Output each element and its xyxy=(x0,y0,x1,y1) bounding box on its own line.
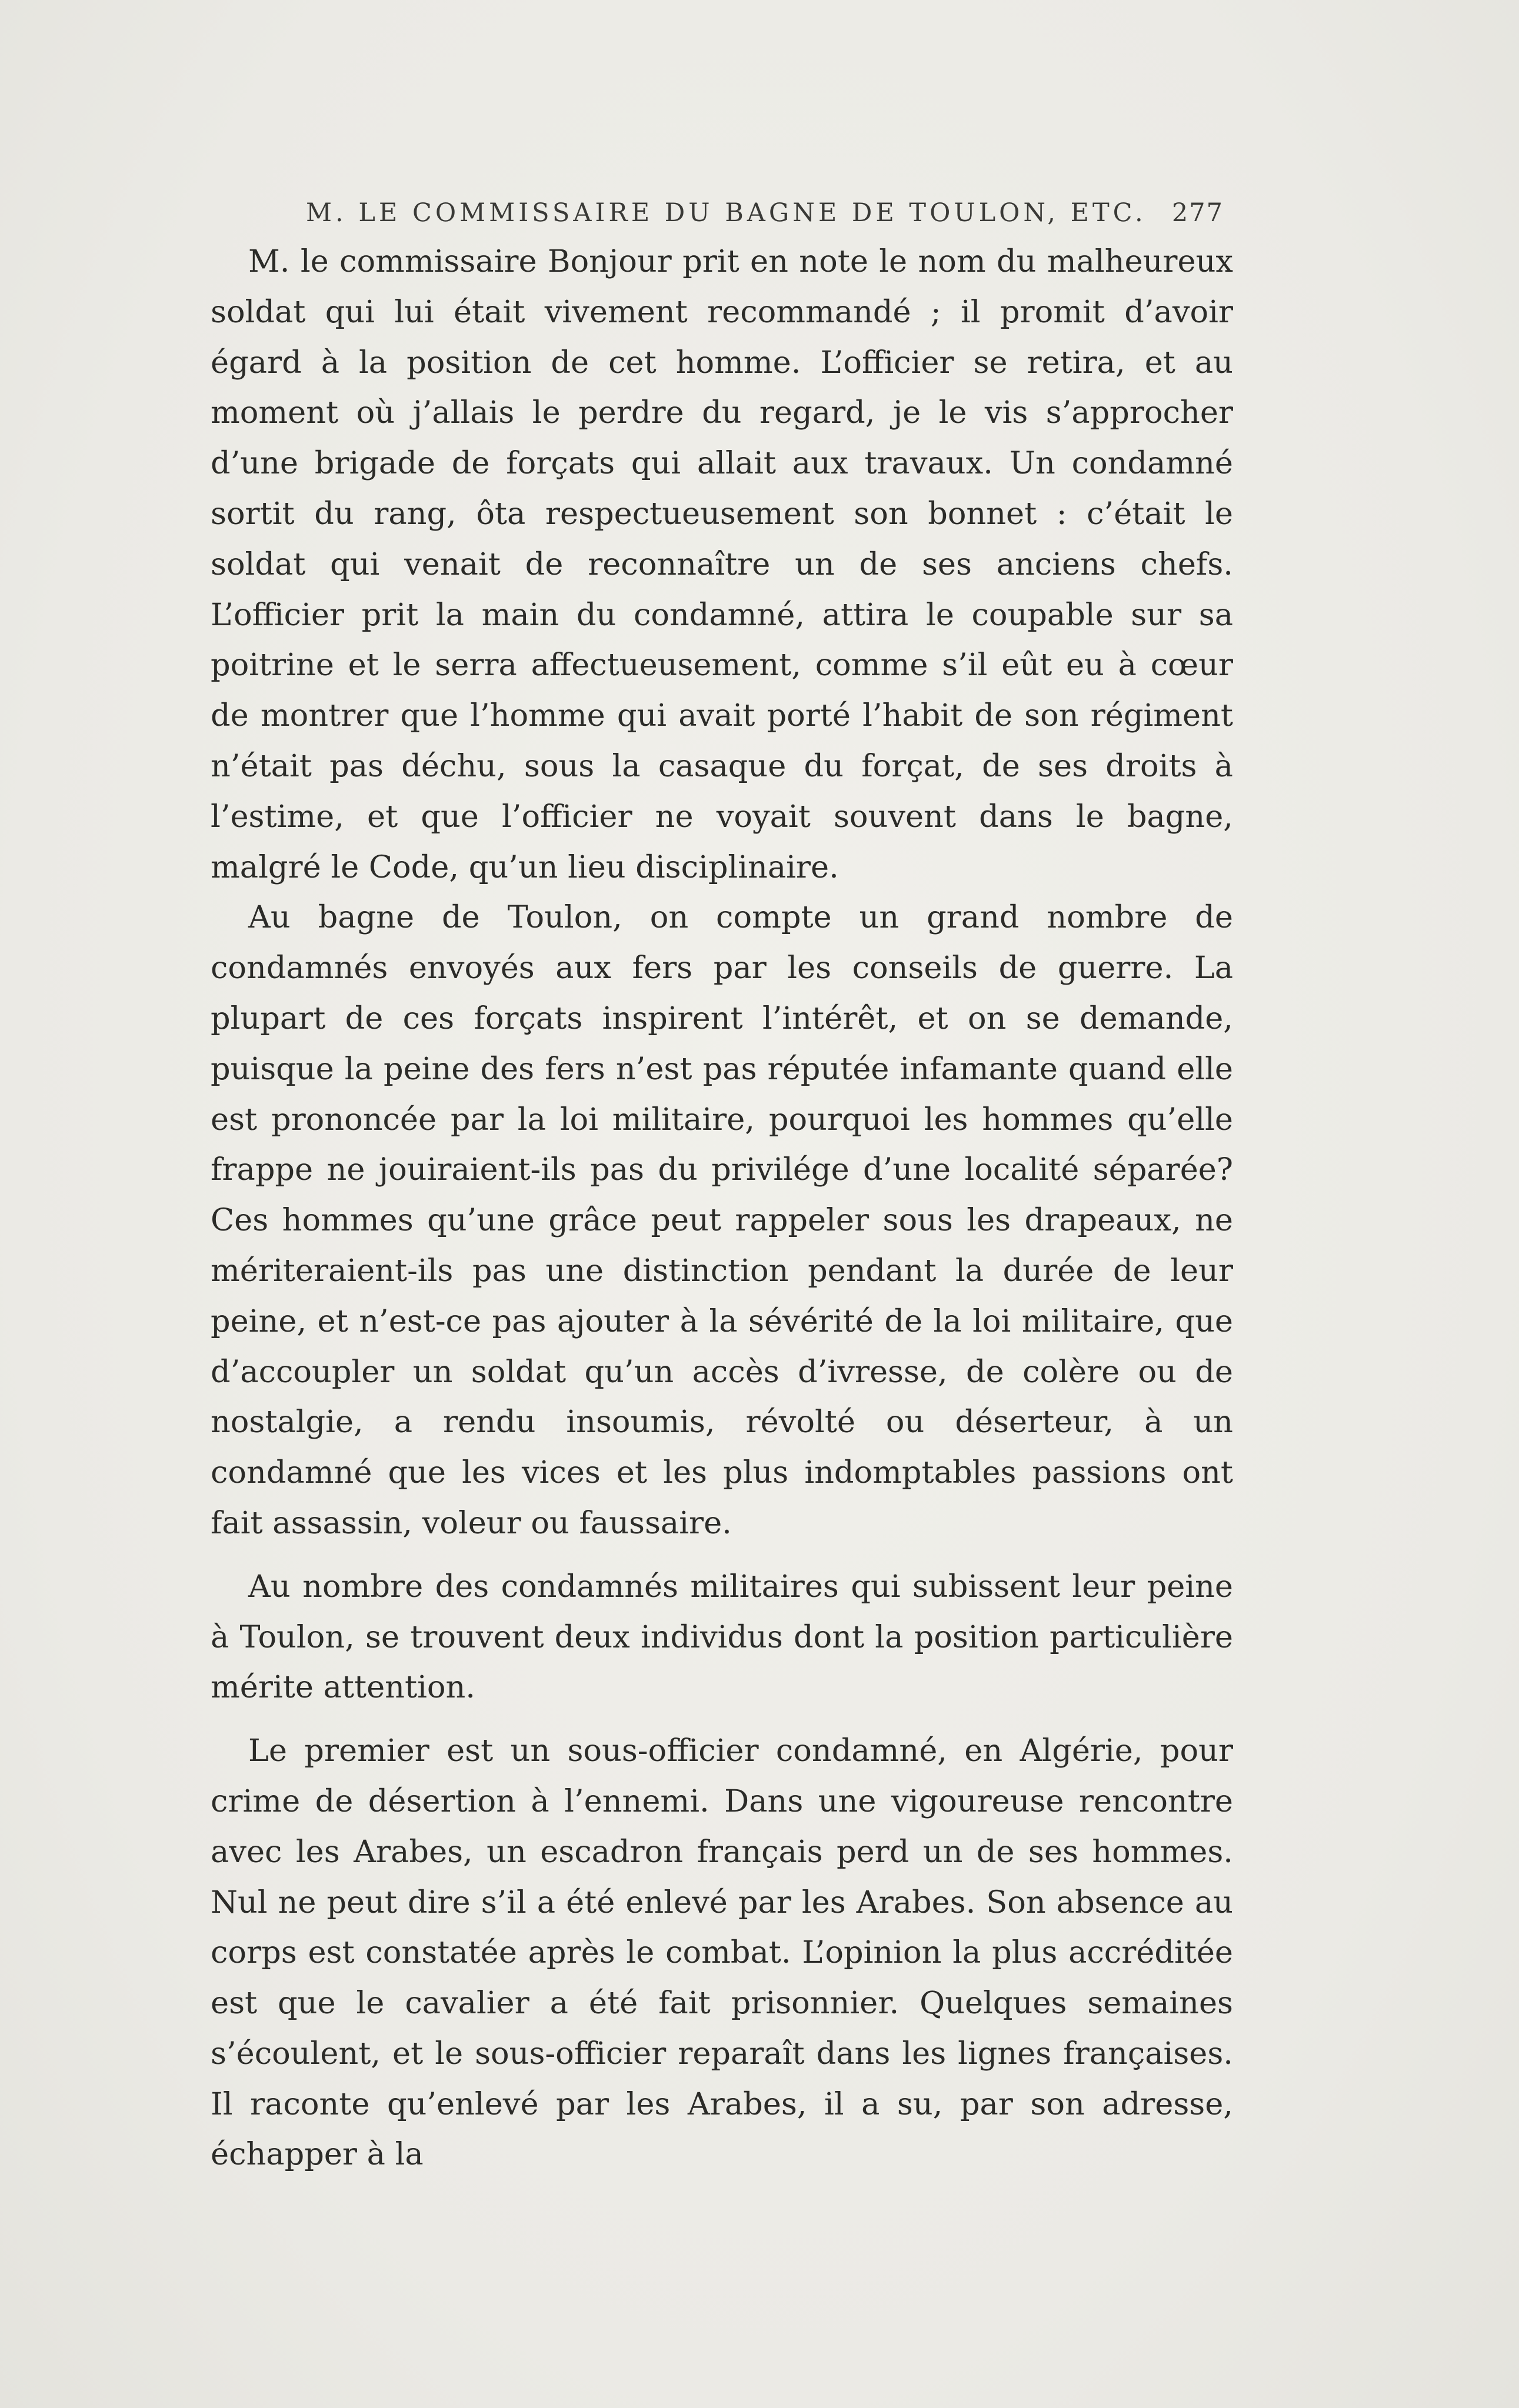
running-header xyxy=(306,189,1224,236)
page-number: 277 xyxy=(1171,198,1224,228)
running-title: M. LE COMMISSAIRE DU BAGNE DE TOULON, ETC. xyxy=(306,198,1147,228)
paragraph-4: Le premier est un sous-officier condamné, en Algérie, pour crime de désertion à l’ennemi. Dans une vigoureuse rencontre avec les Arabes, un escadron français perd un de ses hommes. Nul ne peut dire s’il a été enlevé par les Arabes. Son absence au corps est constatée après le combat. L’opinion la plus accréditée est que le cavalier a été fait prisonnier. Quelques semaines s’écoulent, et le sous-officier reparaît dans les lignes françaises. Il raconte qu’enlevé par les Arabes, il a su, par son adresse, échapper à la xyxy=(211,1733,1233,2173)
paragraph-2: Au bagne de Toulon, on compte un grand nombre de condamnés envoyés aux fers par les conseils de guerre. La plupart de ces forçats inspirent l’intérêt, et on se demande, puisque la peine des fers n’est pas réputée infamante quand elle est prononcée par la loi militaire, pourquoi les hommes qu’elle frappe ne jouiraient-ils pas du privilége d’une localité séparée? Ces hommes qu’une grâce peut rappeler sous les drapeaux, ne mériteraient-ils pas une distinction pendant la durée de leur peine, et n’est-ce pas ajouter à la sévérité de la loi militaire, que d’accoupler un soldat qu’un accès d’ivresse, de colère ou de nostalgie, a rendu insoumis, révolté ou déserteur, à un condamné que les vices et les plus indomptables passions ont fait assassin, voleur ou faussaire. xyxy=(211,899,1233,1541)
body-text xyxy=(211,236,1233,2180)
paragraph-3: Au nombre des condamnés militaires qui subissent leur peine à Toulon, se trouvent deux individus dont la position particulière mérite attention. xyxy=(211,1568,1233,1706)
paragraph-1: M. le commissaire Bonjour prit en note le nom du malheureux soldat qui lui était vivement recommandé ; il promit d’avoir égard à la position de cet homme. L’officier se retira, et au moment où j’allais le perdre du regard, je le vis s’approcher d’une brigade de forçats qui allait aux travaux. Un condamné sortit du rang, ôta respectueusement son bonnet : c’était le soldat qui venait de reconnaître un de ses anciens chefs. L’officier prit la main du condamné, attira le coupable sur sa poitrine et le serra affectueusement, comme s’il eût eu à cœur de montrer que l’homme qui avait porté l’habit de son régiment n’était pas déchu, sous la casaque du forçat, de ses droits à l’estime, et que l’officier ne voyait souvent dans le bagne, malgré le Code, qu’un lieu disciplinaire. xyxy=(211,244,1233,885)
